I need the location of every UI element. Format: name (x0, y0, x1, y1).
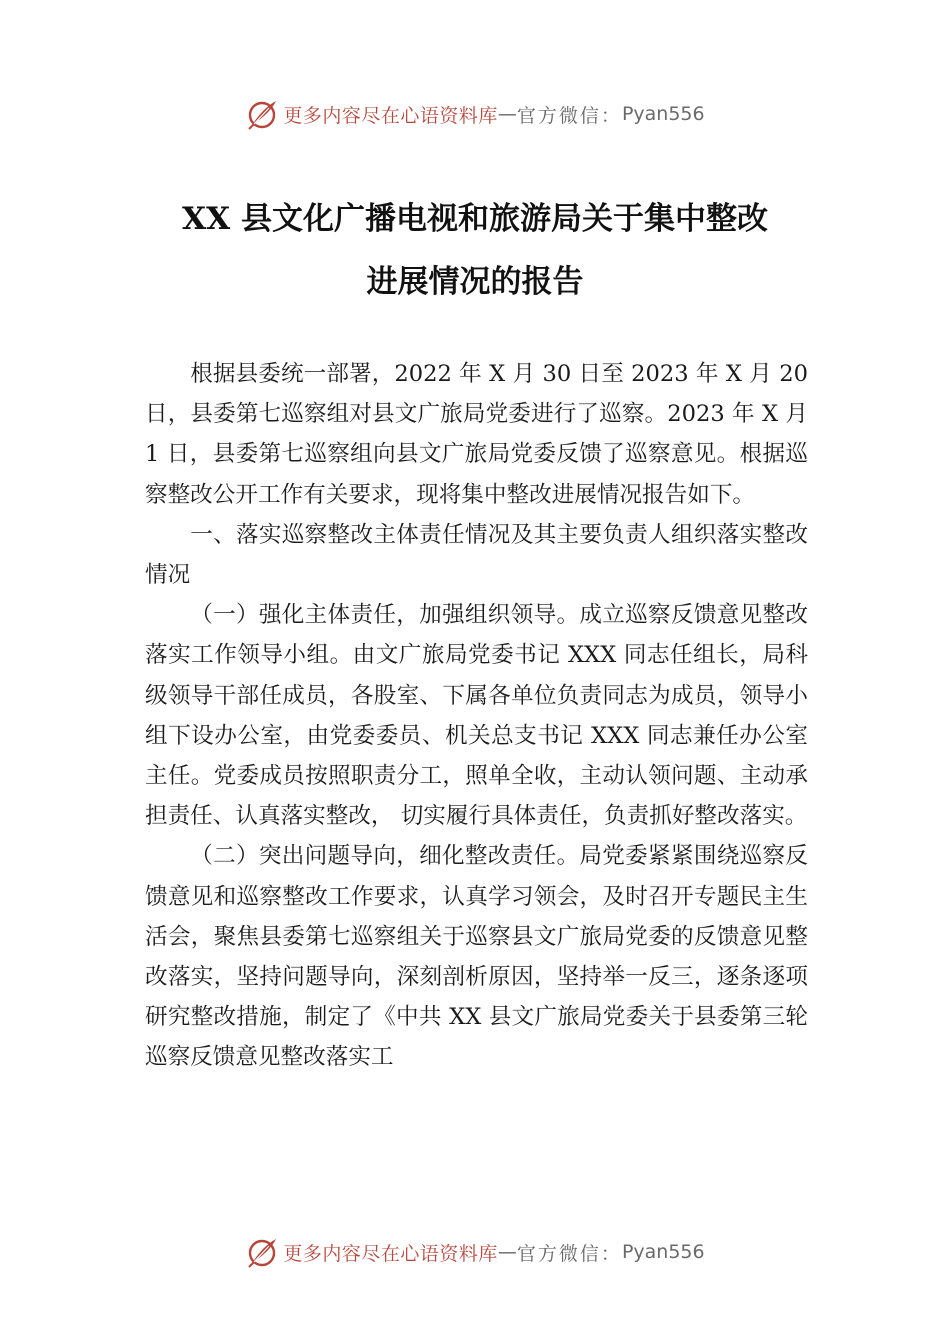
banner-contact-label: 官方微信： (516, 1242, 622, 1265)
quill-logo-icon (245, 1235, 279, 1269)
paragraph-item-2: （二）突出问题导向，细化整改责任。局党委紧紧围绕巡察反馈意见和巡察整改工作要求，认真学习领会，及时召开专题民主生活会，聚焦县委第七巡察组关于巡察县文广旅局党委的反馈意见整改落实，坚持问题导向，深刻剖析原因，坚持举一反三，逐条逐项研究整改措施，制定了《中共 XX 县文广旅局党委关于县委第三轮巡察反馈意见整改落实工 (145, 843, 808, 1071)
header-banner (0, 94, 950, 134)
banner-slogan: 更多内容尽在心语资料库 (283, 104, 498, 127)
document-title (120, 188, 830, 314)
banner-dash: — (497, 103, 517, 125)
quill-logo-icon (245, 97, 279, 131)
paragraph-intro: 根据县委统一部署，2022 年 X 月 30 日至 2023 年 X 月 20 日，县委第七巡察组对县文广旅局党委进行了巡察。2023 年 X 月 1 日，县委第七巡察组向县文广旅局党委反馈了巡察意见。根据巡察整改公开工作有关要求，现将集中整改进展情况报告如下。 (145, 361, 808, 508)
banner-contact-id: Pyan556 (621, 103, 705, 125)
document-body (145, 354, 808, 1078)
paragraph-section-heading: 一、落实巡察整改主体责任情况及其主要负责人组织落实整改情况 (145, 521, 808, 589)
banner-dash: — (497, 1241, 517, 1263)
banner-contact-label: 官方微信： (516, 104, 622, 127)
banner-slogan: 更多内容尽在心语资料库 (283, 1242, 498, 1265)
footer-banner (0, 1232, 950, 1272)
banner-contact-id: Pyan556 (621, 1241, 705, 1263)
title-line-2: 进展情况的报告 (366, 264, 584, 300)
paragraph-item-1: （一）强化主体责任，加强组织领导。成立巡察反馈意见整改落实工作领导小组。由文广旅局党委书记 XXX 同志任组长，局科级领导干部任成员，各股室、下属各单位负责同志为成员，领导小组下设办公室，由党委委员、机关总支书记 XXX 同志兼任办公室主任。党委成员按照职责分工，照单全收，主动认领问题、主动承担责任、认真落实整改， 切实履行具体责任，负责抓好整改落实。 (145, 602, 808, 830)
title-line-1: XX 县文化广播电视和旅游局关于集中整改 (182, 201, 768, 237)
